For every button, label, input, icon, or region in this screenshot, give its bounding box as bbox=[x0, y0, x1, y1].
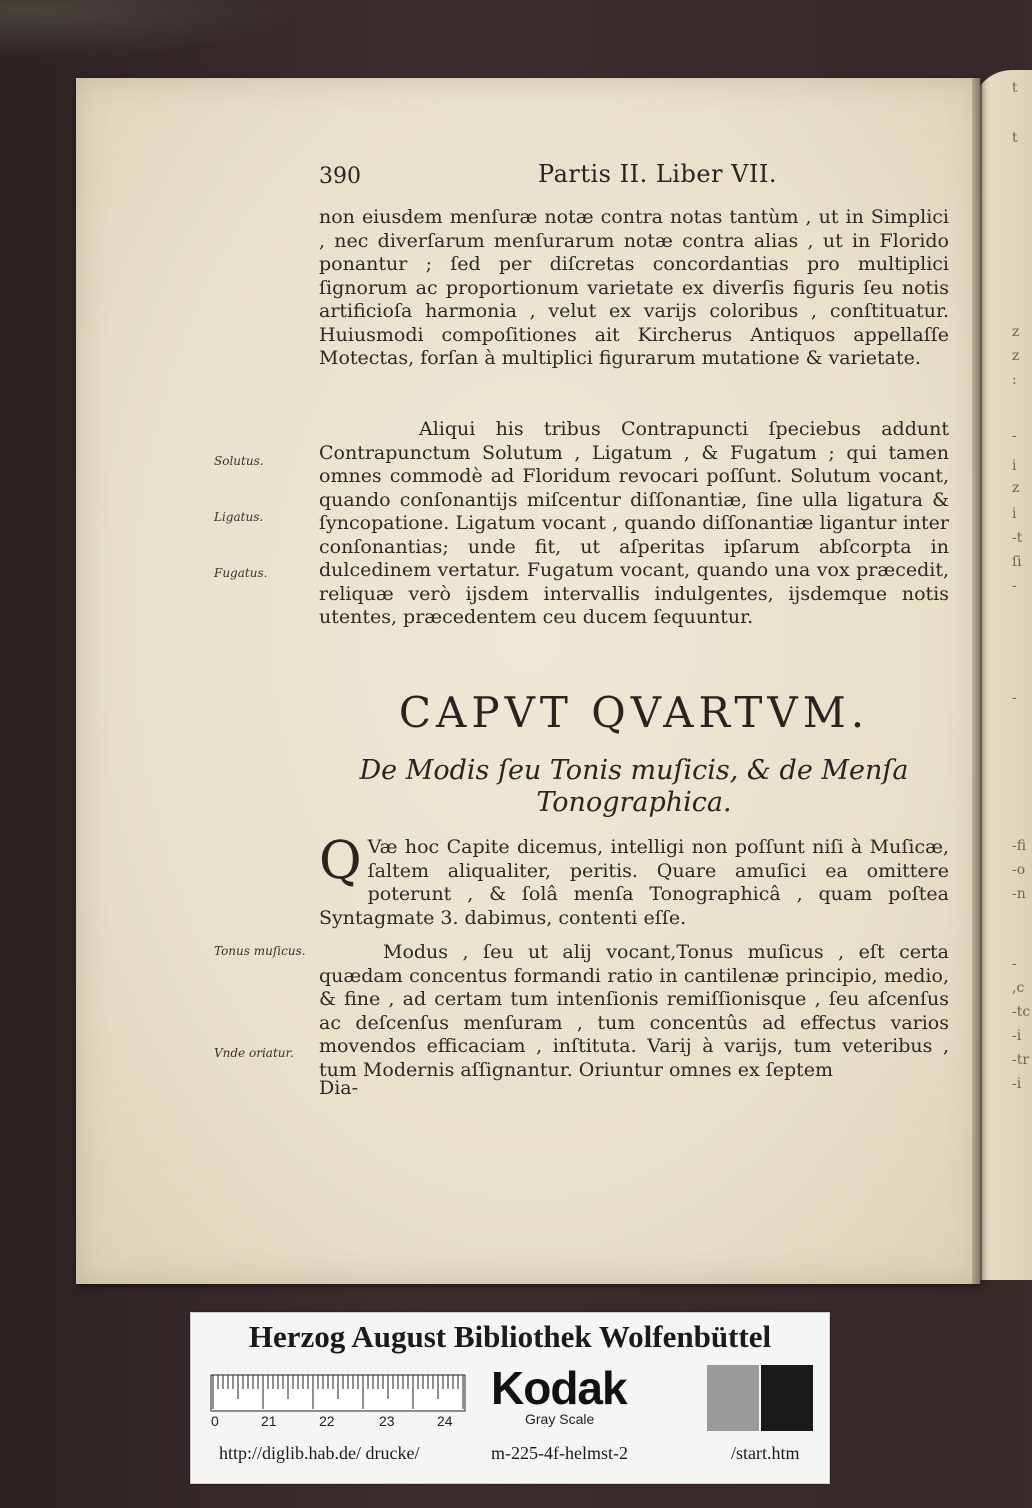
paragraph-4: Modus , ſeu ut alij vocant,Tonus muſicus , eſt certa quædam concentus formandi ratio in cantilenæ principio, medio, & fine , ad certam tum intenſionis remiſſionisque , ſeu aſcenſus ac deſcenſus menſuram , tum concentûs ad effectus varios movendos efficaciam , inſtituta. Varij à varijs, tum veteribus , tum Modernis aſſignantur. Oriuntur omnes ex ſeptem bbox=[319, 941, 949, 1081]
facing-fragment: -i bbox=[1012, 1028, 1022, 1044]
facing-fragment: - bbox=[1012, 956, 1017, 972]
facing-fragment: -fi bbox=[1012, 838, 1027, 854]
gray-swatch bbox=[707, 1365, 759, 1431]
kodak-logo: Kodak bbox=[491, 1362, 627, 1414]
page-gutter-shadow bbox=[972, 78, 982, 1284]
url-mid: m-225-4f-helmst-2 bbox=[491, 1443, 628, 1463]
facing-fragment: z bbox=[1012, 480, 1020, 496]
chapter-subtitle: De Modis ſeu Tonis muſicis, & de Menſa Tonographica. bbox=[359, 755, 909, 818]
black-swatch bbox=[761, 1365, 813, 1431]
url-left: http://diglib.hab.de/ drucke/ bbox=[219, 1443, 420, 1463]
facing-fragment: -t bbox=[1012, 530, 1023, 546]
ruler-label: 24 bbox=[437, 1413, 453, 1429]
ruler-label: 0 bbox=[211, 1413, 219, 1429]
facing-fragment: t bbox=[1012, 80, 1018, 96]
ruler-label: 22 bbox=[319, 1413, 335, 1429]
facing-fragment: -o bbox=[1012, 862, 1026, 878]
scan-reference-card bbox=[190, 1312, 830, 1484]
page-number: 390 bbox=[319, 164, 361, 189]
gray-scale-label: Gray Scale bbox=[525, 1411, 595, 1427]
chapter-heading: CAPVT QVARTVM. bbox=[398, 688, 870, 737]
facing-fragment: -tc bbox=[1012, 1004, 1031, 1020]
paragraph-2: Aliqui his tribus Contrapuncti ſpeciebus addunt Contrapunctum Solutum , Ligatum , & Fugatum ; qui tamen omnes commodè ad Floridum revocari poſſunt. Solutum vocant, quando conſonantijs miſcentur diſſonantiæ, ſine ulla ligatura & ſyncopatione. Ligatum vocant , quando diſſonantiæ ligantur inter conſonantias; unde fit, ut aſperitas ipſarum abſcorpta in dulcedinem vertatur. Fugatum vocant, quando una vox præcedit, reliquæ verò ijsdem intervallis indulgentes, ijsdemque notis utentes, præcedentem ceu ducem ſequuntur. bbox=[319, 418, 949, 628]
ruler-label: 23 bbox=[379, 1413, 395, 1429]
library-name: Herzog August Bibliothek Wolfenbüttel bbox=[248, 1319, 772, 1354]
facing-fragment: ,c bbox=[1012, 980, 1025, 996]
facing-fragment: z bbox=[1012, 348, 1020, 364]
ruler-labels bbox=[211, 1413, 471, 1433]
margin-note-solutum: Solutus. bbox=[214, 454, 264, 468]
facing-fragment: - bbox=[1012, 690, 1017, 706]
facing-fragment: -tr bbox=[1012, 1052, 1030, 1068]
facing-fragment: -i bbox=[1012, 1076, 1022, 1092]
facing-fragment: - bbox=[1012, 578, 1017, 594]
facing-fragment: - bbox=[1012, 428, 1017, 444]
paragraph-3 bbox=[319, 831, 949, 930]
dust-artifact bbox=[0, 0, 300, 60]
url-right: /start.htm bbox=[731, 1443, 800, 1463]
facing-fragment: i bbox=[1012, 458, 1017, 474]
running-head: Partis II. Liber VII. bbox=[538, 160, 778, 188]
paragraph-1: non eiusdem menſuræ notæ contra notas tantùm , ut in Simplici , nec diverſarum menſurarum notæ contra alias , ut in Florido ponantur ; ſed per diſcretas concordantias pro multiplici ſignorum ac proportionum varietate ex diverſis figuris ſeu notis artificioſa harmonia , velut ex varijs coloribus , conſtituatur. Huiusmodi compoſitiones ait Kircherus Antiquos appellaſſe Motectas, forſan à multiplici figurarum mutatione & varietate. bbox=[319, 206, 949, 369]
margin-note-fugatum: Fugatus. bbox=[214, 566, 268, 580]
margin-note-ligatum: Ligatus. bbox=[214, 510, 264, 524]
ruler-label: 21 bbox=[261, 1413, 277, 1429]
facing-fragment: i bbox=[1012, 506, 1017, 522]
facing-fragment: t bbox=[1012, 130, 1018, 146]
facing-fragment: ſi bbox=[1012, 554, 1022, 570]
facing-fragment: -n bbox=[1012, 886, 1026, 902]
paragraph-3-text: Væ hoc Capite dicemus, intelligi non poſſunt niſi à Muſicæ, ſaltem aliqualiter, peritis. Quare amuſici ea omittere poterunt , & ſolâ menſa Tonographicâ , quam poſtea Syntagmate 3. dabimus, contenti eſſe. bbox=[319, 836, 949, 929]
measurement-ruler bbox=[211, 1375, 465, 1411]
facing-fragment: z bbox=[1012, 324, 1020, 340]
catchword: Dia- bbox=[319, 1077, 359, 1099]
facing-fragment: : bbox=[1012, 372, 1017, 388]
margin-note-tonus: Tonus muſicus. bbox=[214, 944, 306, 958]
margin-note-unde: Vnde oriatur. bbox=[214, 1046, 294, 1060]
drop-cap: Q bbox=[319, 831, 362, 891]
